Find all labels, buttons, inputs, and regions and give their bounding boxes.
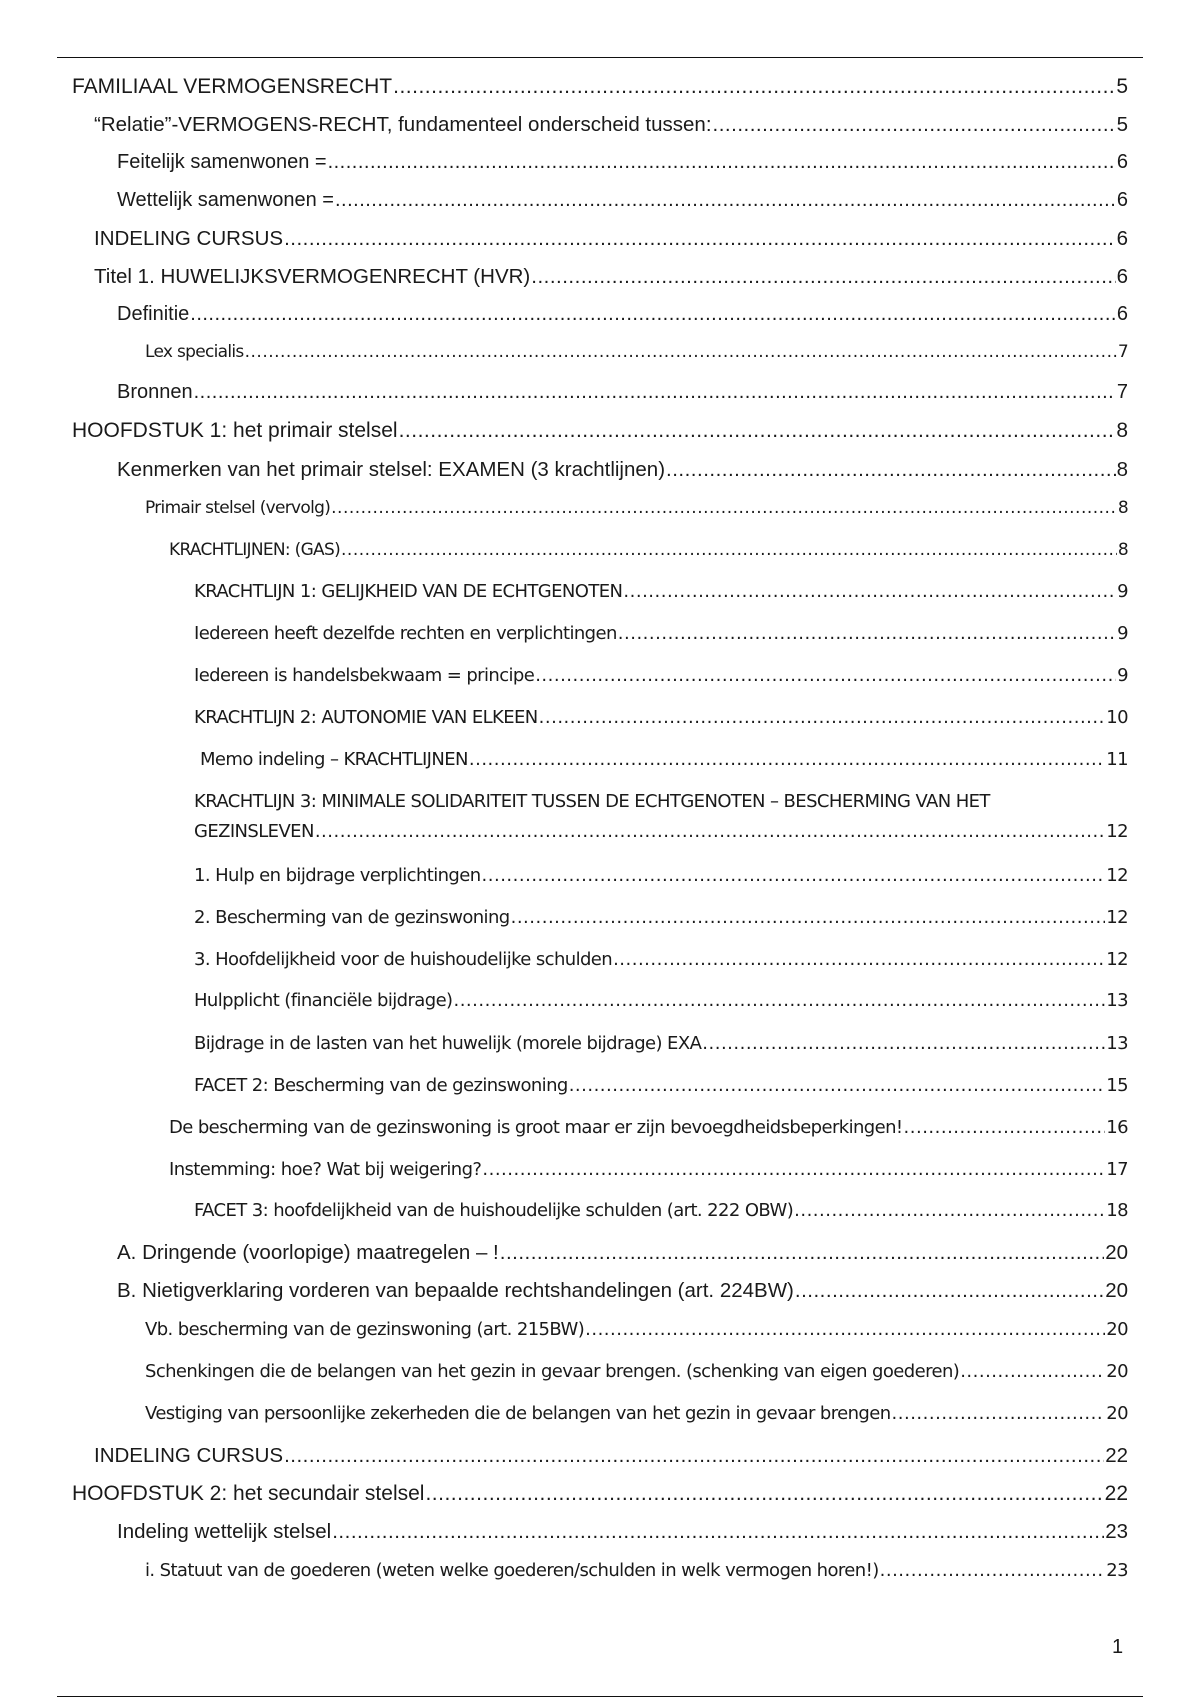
toc-entry-page: 13 (1106, 990, 1128, 1011)
toc-entry-page: 12 (1106, 949, 1128, 970)
leader-dots (482, 1159, 1105, 1180)
leader-dots (713, 113, 1116, 137)
toc-entry-title: Titel 1. HUWELIJKSVERMOGENRECHT (HVR) (94, 265, 531, 288)
leader-dots (315, 821, 1105, 842)
toc-entry-title: FAMILIAAL VERMOGENSRECHT (72, 75, 393, 98)
toc-entry[interactable] (194, 865, 1128, 886)
toc-entry-title: i. Statuut van de goederen (weten welke goederen/schulden in welk vermogen horen!) (145, 1560, 879, 1581)
toc-entry[interactable] (72, 419, 1128, 443)
toc-entry-page: 17 (1106, 1159, 1128, 1180)
toc-entry[interactable] (94, 113, 1128, 137)
toc-entry-title: Feitelijk samenwonen = (117, 151, 327, 173)
toc-entry-title: Iedereen heeft dezelfde rechten en verplichtingen (194, 623, 617, 644)
leader-dots (585, 1319, 1105, 1340)
toc-entry[interactable] (194, 1200, 1128, 1221)
toc-entry[interactable] (145, 498, 1128, 518)
toc-entry-page: 20 (1105, 1241, 1128, 1264)
toc-entry-title: Vestiging van persoonlijke zekerheden die de belangen van het gezin in gevaar brengen (145, 1403, 891, 1424)
toc-entry-page: 20 (1105, 1279, 1128, 1302)
toc-entry-page: 9 (1117, 665, 1128, 686)
leader-dots (190, 303, 1116, 326)
toc-entry-page: 12 (1106, 907, 1128, 928)
leader-dots (666, 458, 1116, 482)
toc-entry-title: A. Dringende (voorlopige) maatregelen – ! (117, 1241, 499, 1264)
toc-entry-page: 20 (1106, 1361, 1128, 1382)
toc-entry[interactable] (117, 151, 1128, 174)
leader-dots (535, 665, 1116, 686)
toc-entry-title: KRACHTLIJN 2: AUTONOMIE VAN ELKEEN (194, 707, 538, 728)
toc-entry[interactable] (169, 540, 1128, 560)
toc-entry-page: 5 (1116, 113, 1128, 136)
leader-dots (623, 581, 1116, 602)
leader-dots (453, 990, 1105, 1011)
toc-entry-page: 16 (1106, 1117, 1128, 1138)
toc-entry[interactable] (194, 990, 1128, 1011)
leader-dots (539, 707, 1106, 728)
bottom-rule (57, 1696, 1143, 1697)
leader-dots (469, 749, 1105, 770)
leader-dots (341, 540, 1117, 560)
toc-entry-title: Wettelijk samenwonen = (117, 189, 334, 211)
page-number: 1 (1112, 1636, 1124, 1658)
leader-dots (399, 419, 1116, 443)
leader-dots (795, 1279, 1104, 1303)
leader-dots (284, 1444, 1104, 1468)
toc-entry-title: Bijdrage in de lasten van het huwelijk (morele bijdrage) EXA (194, 1033, 702, 1054)
toc-entry-page: 18 (1106, 1200, 1128, 1221)
leader-dots (702, 1033, 1105, 1054)
leader-dots (500, 1241, 1104, 1265)
toc-entry[interactable] (117, 303, 1128, 326)
leader-dots (569, 1075, 1106, 1096)
toc-entry-title: Instemming: hoe? Wat bij weigering? (169, 1159, 482, 1180)
leader-dots (618, 623, 1116, 644)
toc-entry-page: 13 (1106, 1033, 1128, 1054)
toc-entry-title-line1: KRACHTLIJN 3: MINIMALE SOLIDARITEIT TUSSEN DE ECHTGENOTEN – BESCHERMING VAN HET (194, 791, 990, 812)
toc-entry[interactable] (117, 189, 1128, 212)
toc-entry[interactable] (94, 227, 1128, 251)
leader-dots (794, 1200, 1105, 1221)
toc-entry-title: HOOFDSTUK 2: het secundair stelsel (72, 1482, 425, 1505)
toc-entry-title: Lex specialis (145, 342, 244, 362)
toc-entry-title: Primair stelsel (vervolg) (145, 498, 331, 518)
leader-dots (904, 1117, 1106, 1138)
leader-dots (880, 1560, 1106, 1581)
toc-entry-page: 23 (1105, 1520, 1128, 1543)
toc-entry-page: 5 (1116, 75, 1128, 98)
toc-entry[interactable] (117, 1279, 1128, 1303)
leader-dots (194, 381, 1116, 404)
leader-dots (335, 189, 1116, 212)
toc-entry[interactable] (117, 458, 1128, 482)
toc-entry[interactable] (194, 623, 1128, 644)
leader-dots (960, 1361, 1105, 1382)
toc-entry[interactable] (94, 1444, 1128, 1468)
toc-entry[interactable] (145, 1361, 1128, 1382)
leader-dots (531, 265, 1115, 289)
toc-entry-title: Definitie (117, 303, 190, 325)
toc-entry-title: 1. Hulp en bijdrage verplichtingen (194, 865, 481, 886)
toc-entry-page: 20 (1106, 1403, 1128, 1424)
toc-entry[interactable] (145, 342, 1128, 362)
leader-dots (284, 227, 1116, 251)
leader-dots (332, 1520, 1104, 1544)
toc-entry-page: 8 (1117, 540, 1128, 560)
toc-entry-page: 6 (1116, 227, 1128, 250)
leader-dots (331, 498, 1117, 518)
toc-entry[interactable] (117, 1520, 1128, 1544)
toc-entry[interactable] (94, 265, 1128, 289)
toc-entry-page: 6 (1116, 303, 1128, 325)
leader-dots (892, 1403, 1106, 1424)
toc-entry-title: De bescherming van de gezinswoning is groot maar er zijn bevoegdheidsbeperkingen! (169, 1117, 903, 1138)
toc-entry-page: 7 (1116, 381, 1128, 403)
toc-entry-title: FACET 3: hoofdelijkheid van de huishoudelijke schulden (art. 222 OBW) (194, 1200, 794, 1221)
toc-entry-page: 8 (1116, 458, 1128, 481)
toc-entry-title: FACET 2: Bescherming van de gezinswoning (194, 1075, 568, 1096)
toc-entry-page: 15 (1106, 1075, 1128, 1096)
toc-entry-title: 2. Bescherming van de gezinswoning (194, 907, 510, 928)
toc-entry-title: INDELING CURSUS (94, 227, 284, 250)
top-rule (57, 57, 1143, 58)
toc-entry-title: Indeling wettelijk stelsel (117, 1520, 332, 1543)
toc-entry-title: Iedereen is handelsbekwaam = principe (194, 665, 535, 686)
toc-entry-title: “Relatie”-VERMOGENS-RECHT, fundamenteel onderscheid tussen: (94, 113, 712, 136)
toc-entry-page: 12 (1106, 821, 1128, 842)
toc-entry-title: HOOFDSTUK 1: het primair stelsel (72, 419, 398, 442)
toc-entry-title: Schenkingen die de belangen van het gezin in gevaar brengen. (schenking van eigen goederen) (145, 1361, 960, 1382)
toc-entry[interactable] (194, 665, 1128, 686)
leader-dots (511, 907, 1106, 928)
toc-entry[interactable] (169, 1117, 1128, 1138)
toc-entry[interactable] (194, 949, 1128, 970)
toc-entry[interactable] (72, 75, 1128, 99)
toc-entry[interactable] (194, 1075, 1128, 1096)
toc-entry[interactable] (117, 1241, 1128, 1265)
toc-entry-page: 20 (1106, 1319, 1128, 1340)
toc-entry-page: 9 (1117, 581, 1128, 602)
toc-entry[interactable] (194, 907, 1128, 928)
toc-entry[interactable] (145, 1403, 1128, 1424)
leader-dots (425, 1482, 1103, 1506)
toc-entry-page: 22 (1105, 1444, 1128, 1467)
leader-dots (613, 949, 1105, 970)
toc-entry[interactable] (145, 1560, 1128, 1581)
toc-entry[interactable] (194, 1033, 1128, 1054)
toc-entry-page: 12 (1106, 865, 1128, 886)
toc-entry-page: 7 (1117, 342, 1128, 362)
toc-entry-title: Vb. bescherming van de gezinswoning (art. 215BW) (145, 1319, 585, 1340)
toc-entry-page: 11 (1106, 749, 1128, 770)
leader-dots (393, 75, 1115, 99)
toc-entry-title: B. Nietigverklaring vorderen van bepaalde rechtshandelingen (art. 224BW) (117, 1279, 794, 1302)
toc-entry-page: 6 (1116, 151, 1128, 173)
toc-entry[interactable] (117, 381, 1128, 404)
toc-entry-title: Memo indeling – KRACHTLIJNEN (200, 749, 468, 770)
toc-entry-title: 3. Hoofdelijkheid voor de huishoudelijke schulden (194, 949, 613, 970)
toc-entry[interactable] (194, 707, 1128, 728)
toc-entry[interactable] (200, 749, 1128, 770)
toc-entry-page: 9 (1117, 623, 1128, 644)
toc-entry-page: 8 (1117, 498, 1128, 518)
toc-entry[interactable] (72, 1482, 1128, 1506)
leader-dots (245, 342, 1117, 362)
toc-entry[interactable] (145, 1319, 1128, 1340)
toc-entry-title: Hulpplicht (financiële bijdrage) (194, 990, 453, 1011)
toc-entry-page: 22 (1104, 1482, 1128, 1505)
toc-entry[interactable] (194, 581, 1128, 602)
toc-entry-title: INDELING CURSUS (94, 1444, 284, 1467)
toc-entry-page: 6 (1116, 265, 1128, 288)
toc-entry-title: KRACHTLIJNEN: (GAS) (169, 540, 341, 560)
leader-dots (328, 151, 1116, 174)
toc-entry-page: 23 (1106, 1560, 1128, 1581)
toc-entry-title: Bronnen (117, 381, 193, 403)
toc-entry-title: KRACHTLIJN 1: GELIJKHEID VAN DE ECHTGENOTEN (194, 581, 623, 602)
leader-dots (482, 865, 1106, 886)
toc-entry-page: 10 (1106, 707, 1128, 728)
toc-entry-title: Kenmerken van het primair stelsel: EXAMEN (3 krachtlijnen) (117, 458, 666, 481)
toc-entry-page: 6 (1116, 189, 1128, 211)
toc-entry-title-line2: GEZINSLEVEN (194, 821, 314, 842)
toc-entry-page: 8 (1116, 419, 1128, 442)
toc-entry[interactable] (169, 1159, 1128, 1180)
toc-entry-wrapped[interactable] (194, 791, 1128, 842)
